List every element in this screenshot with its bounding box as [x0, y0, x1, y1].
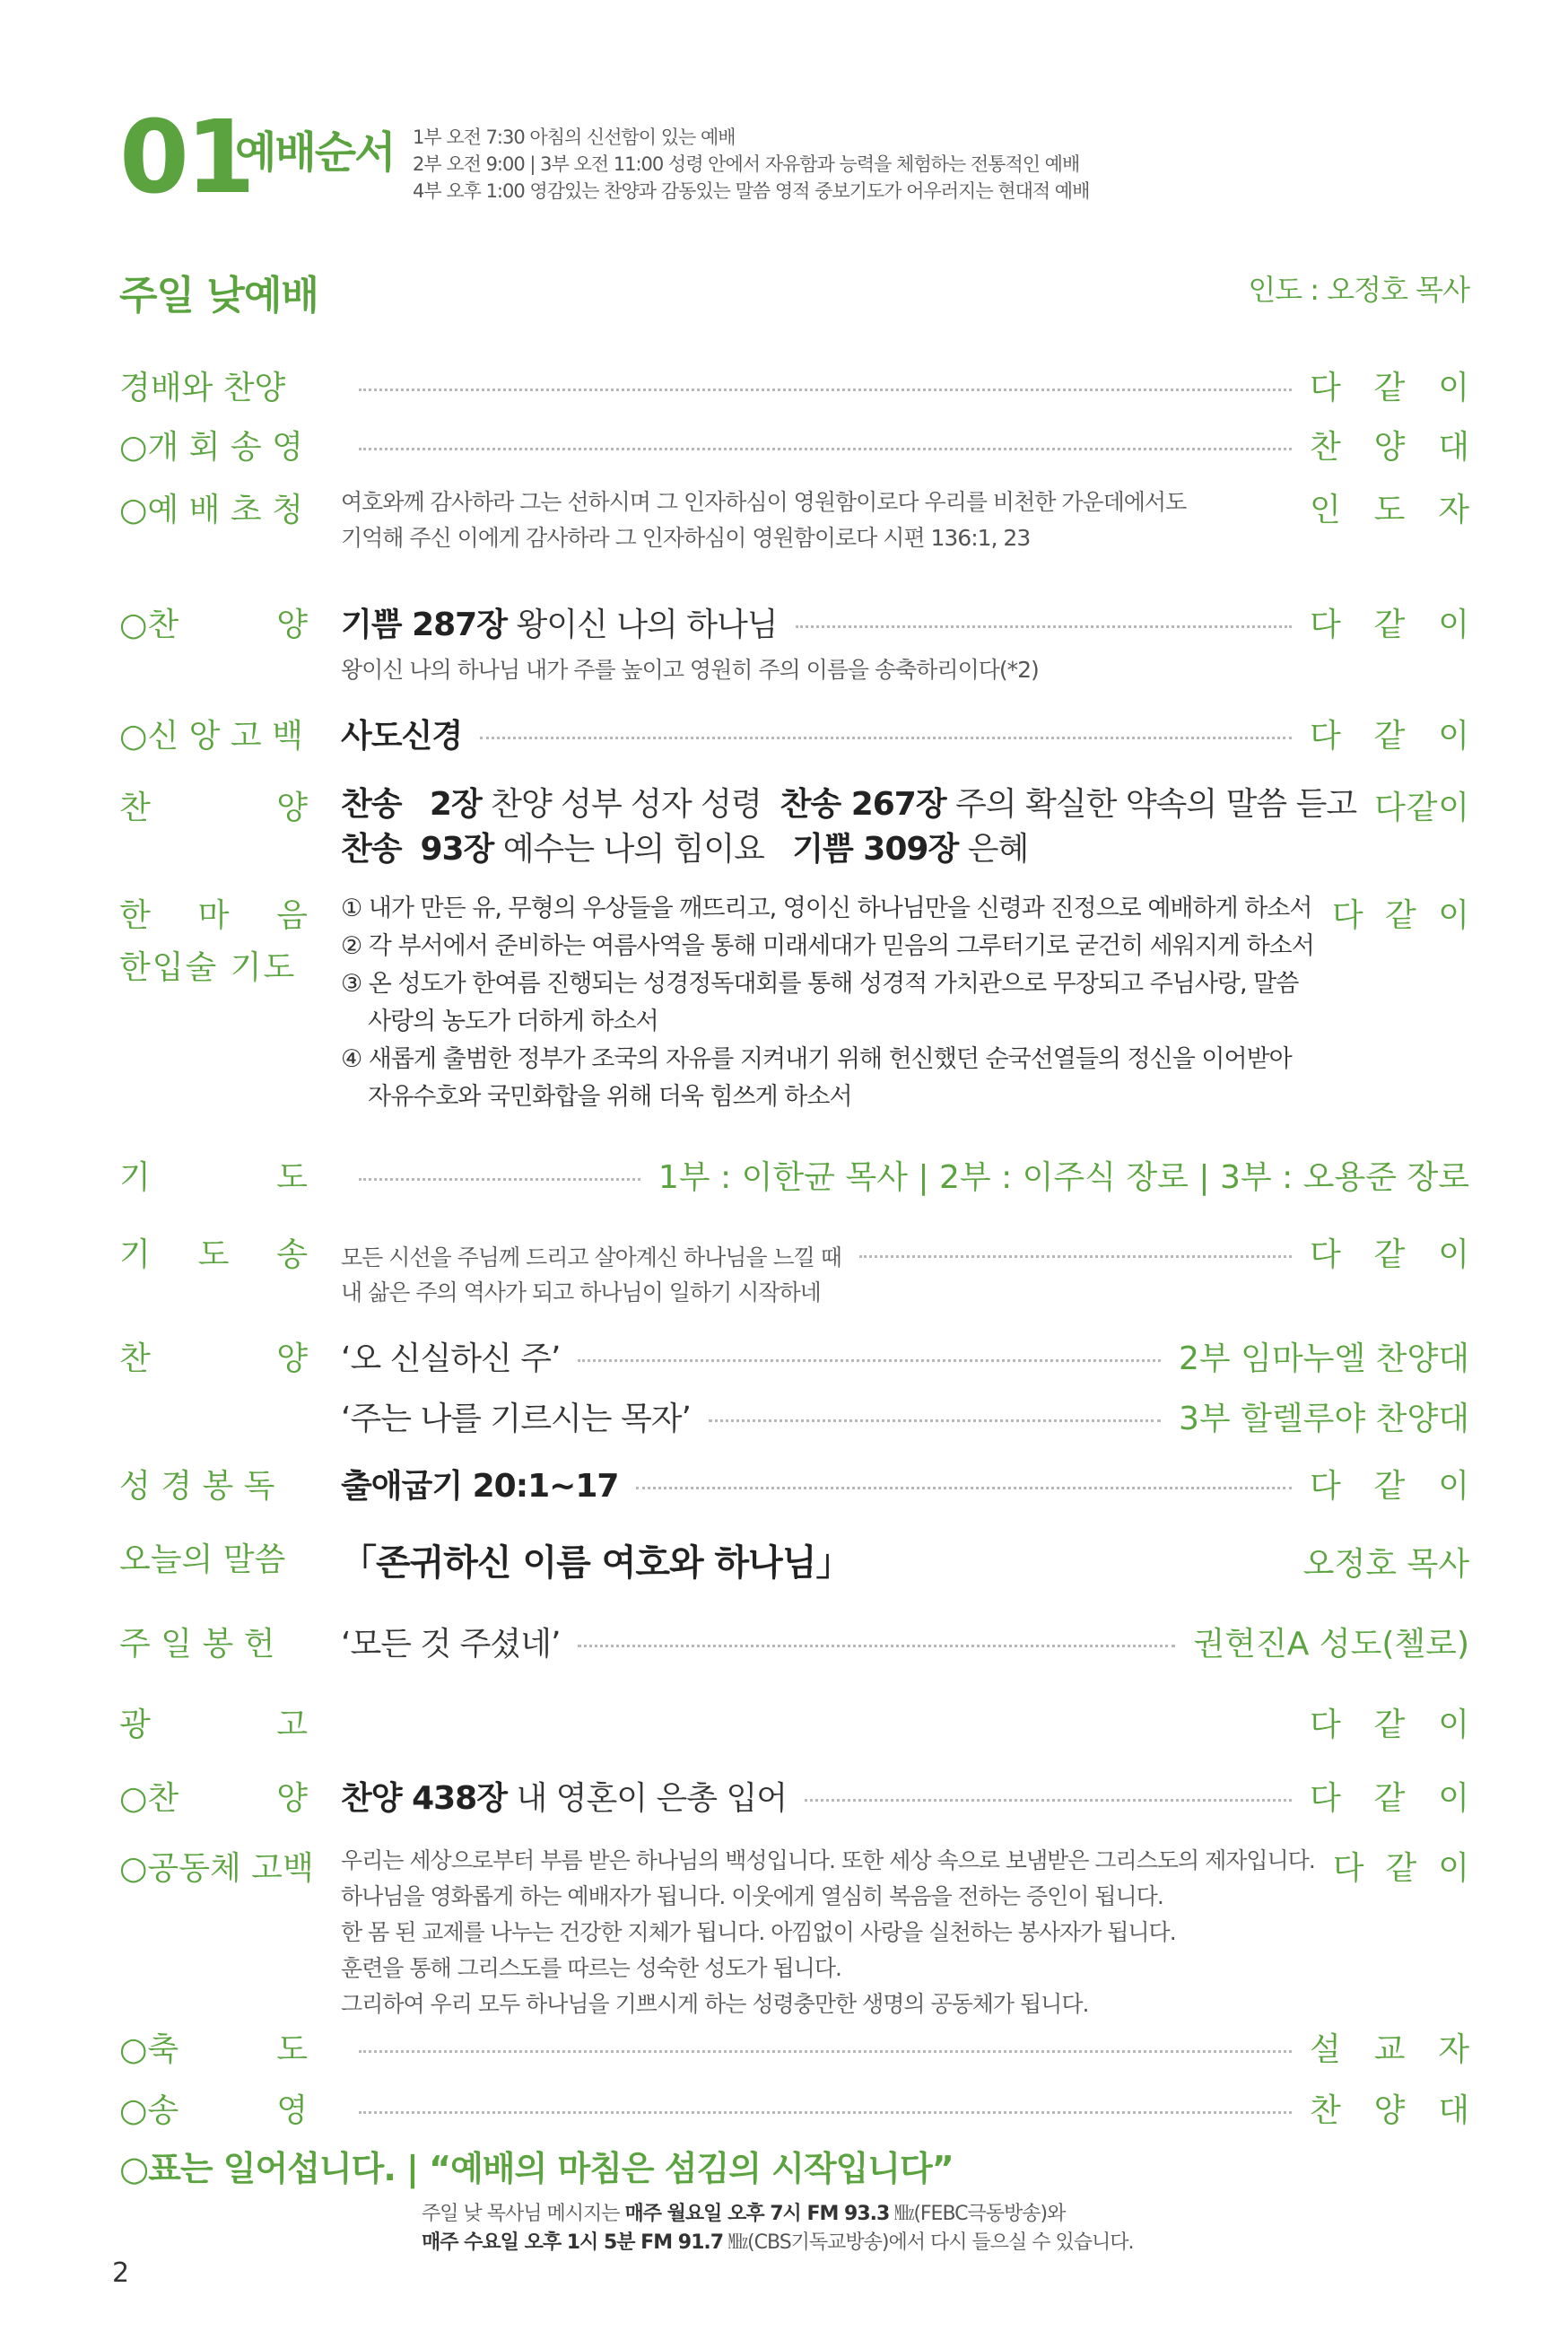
prayer-song-line-1: 모든 시선을 주님께 드리고 살아계신 하나님을 느낄 때	[341, 1244, 841, 1270]
service-title: 주일 낮예배	[119, 273, 318, 319]
order-label: ○예 배 초 청	[119, 492, 303, 528]
service-time-2: 2부 오전 9:00 | 3부 오전 11:00 성령 안에서 자유함과 능력을 체험하는 전통적인 예배	[413, 153, 1080, 175]
order-who: 찬 양 대	[1310, 429, 1469, 466]
page-number: 2	[112, 2257, 130, 2289]
offering-performer: 권현진A 성도(첼로)	[1193, 1626, 1469, 1663]
order-label: 기 도 송	[119, 1236, 308, 1273]
order-label: 오늘의 말씀	[119, 1541, 286, 1578]
order-who: 다 같 이	[1310, 1780, 1469, 1817]
choir-song-2: ‘주는 나를 기르시는 목자’	[341, 1401, 691, 1437]
order-who: 찬 양 대	[1310, 2092, 1469, 2129]
choir-1: 2부 임마누엘 찬양대	[1179, 1340, 1469, 1377]
order-who: 설 교 자	[1310, 2031, 1469, 2068]
order-label: ○축 도	[119, 2031, 308, 2068]
order-who: 다 같 이	[1310, 1468, 1469, 1505]
order-who: 다 같 이	[1310, 370, 1469, 406]
order-label: 주 일 봉 헌	[119, 1626, 275, 1663]
service-time-3: 4부 오후 1:00 영감있는 찬양과 감동있는 말씀 영적 중보기도가 어우러지는 현대적 예배	[413, 180, 1090, 202]
order-label: 성 경 봉 독	[119, 1468, 275, 1505]
hymn-lyrics: 왕이신 나의 하나님 내가 주를 높이고 영원히 주의 이름을 송축하리이다(*2)	[341, 657, 1039, 683]
order-who: 인 도 자	[1310, 492, 1469, 528]
order-label: 경배와 찬양	[119, 370, 286, 406]
order-who: 다 같 이	[1310, 607, 1469, 643]
order-who: 다 같 이	[1310, 1236, 1469, 1273]
order-label: ○찬 양	[119, 607, 308, 643]
order-label: ○송 영	[119, 2092, 308, 2129]
invitation-text-2: 기억해 주신 이에게 감사하라 그 인자하심이 영원함이로다 시편 136:1, 23	[341, 525, 1031, 551]
service-times	[413, 124, 1089, 205]
prayer-song-line-2: 내 삶은 주의 역사가 되고 하나님이 일하기 시작하네	[341, 1279, 821, 1305]
preacher: 오정호 목사	[1302, 1546, 1469, 1583]
order-label: ○개 회 송 영	[119, 429, 303, 466]
choir-song-1: ‘오 신실하신 주’	[341, 1340, 561, 1377]
section-title: 예배순서	[235, 127, 395, 178]
service-time-1: 1부 오전 7:30 아침의 신선함이 있는 예배	[413, 127, 736, 148]
order-label: 한 마 음 한입술 기도	[119, 897, 308, 986]
service-leader: 인도 : 오정호 목사	[1248, 273, 1469, 307]
footer-motto: ○표는 일어섭니다. | “예배의 마침은 섬김의 시작입니다”	[119, 2149, 954, 2188]
choir-2: 3부 할렐루야 찬양대	[1179, 1401, 1469, 1437]
prayer-leaders: 1부 : 이한균 목사 | 2부 : 이주식 장로 | 3부 : 오용준 장로	[658, 1159, 1469, 1196]
hymn-list: 찬송 2장 찬양 성부 성자 성령 찬송 267장 주의 확실한 약속의 말씀 듣고 찬송 93장 예수는 나의 힘이요 기쁨 309장 은혜	[341, 786, 1357, 868]
prayer-points: ① 내가 만든 유, 무형의 우상들을 깨뜨리고, 영이신 하나님만을 신령과 진정으로 예배하게 하소서 ② 각 부서에서 준비하는 여름사역을 통해 미래세대가 믿음의 그루터기로 굳건히 세워지게 하소서 ③ 온 성도가 한여름 진행되는 성경정독대회를 통해 성경적 가치관으로 무장되고 주님사랑, 말씀 사랑의 농도가 더하게 하소서 ④ 새롭게 출범한 정부가 조국의 자유를 지켜내기 위해 헌신했던 순국선열들의 정신을 이어받아 자유수호와 국민화합을 위해 더욱 힘쓰게 하소서	[341, 895, 1314, 1111]
order-label: ○찬 양	[119, 1780, 308, 1817]
order-who: 다 같 이	[1374, 790, 1469, 826]
order-label: 찬 양	[119, 1340, 308, 1377]
order-who: 다 같 이	[1332, 1850, 1469, 1887]
order-label: ○공동체 고백	[119, 1850, 314, 1887]
order-who: 다 같 이	[1331, 897, 1469, 934]
invitation-text-1: 여호와께 감사하라 그는 선하시며 그 인자하심이 영원함이로다 우리를 비천한 가운데에서도	[341, 489, 1187, 515]
order-label: ○신 앙 고 백	[119, 718, 303, 755]
order-label: 기 도	[119, 1159, 308, 1196]
broadcast-note: 주일 낮 목사님 메시지는 매주 월요일 오후 7시 FM 93.3 ㎒(FEBC극동방송)와 매주 수요일 오후 1시 5분 FM 91.7 ㎒(CBS기독교방송)에서 다시 들으실 수 있습니다.	[422, 2203, 1134, 2254]
order-label: 광 고	[119, 1707, 308, 1743]
order-label: 찬 양	[119, 790, 308, 826]
order-who: 다 같 이	[1310, 1707, 1469, 1743]
confession-text: 우리는 세상으로부터 부름 받은 하나님의 백성입니다. 또한 세상 속으로 보냄받은 그리스도의 제자입니다. 하나님을 영화롭게 하는 예배자가 됩니다. 이웃에게 열심히 복음을 전하는 증인이 됩니다. 한 몸 된 교제를 나누는 건강한 지체가 됩니다. 아낌없이 사랑을 실천하는 봉사자가 됩니다. 훈련을 통해 그리스도를 따르는 성숙한 성도가 됩니다. 그리하여 우리 모두 하나님을 기쁘시게 하는 성령충만한 생명의 공동체가 됩니다.	[341, 1847, 1315, 2017]
order-who: 다 같 이	[1310, 718, 1469, 755]
section-number: 01	[119, 100, 252, 216]
